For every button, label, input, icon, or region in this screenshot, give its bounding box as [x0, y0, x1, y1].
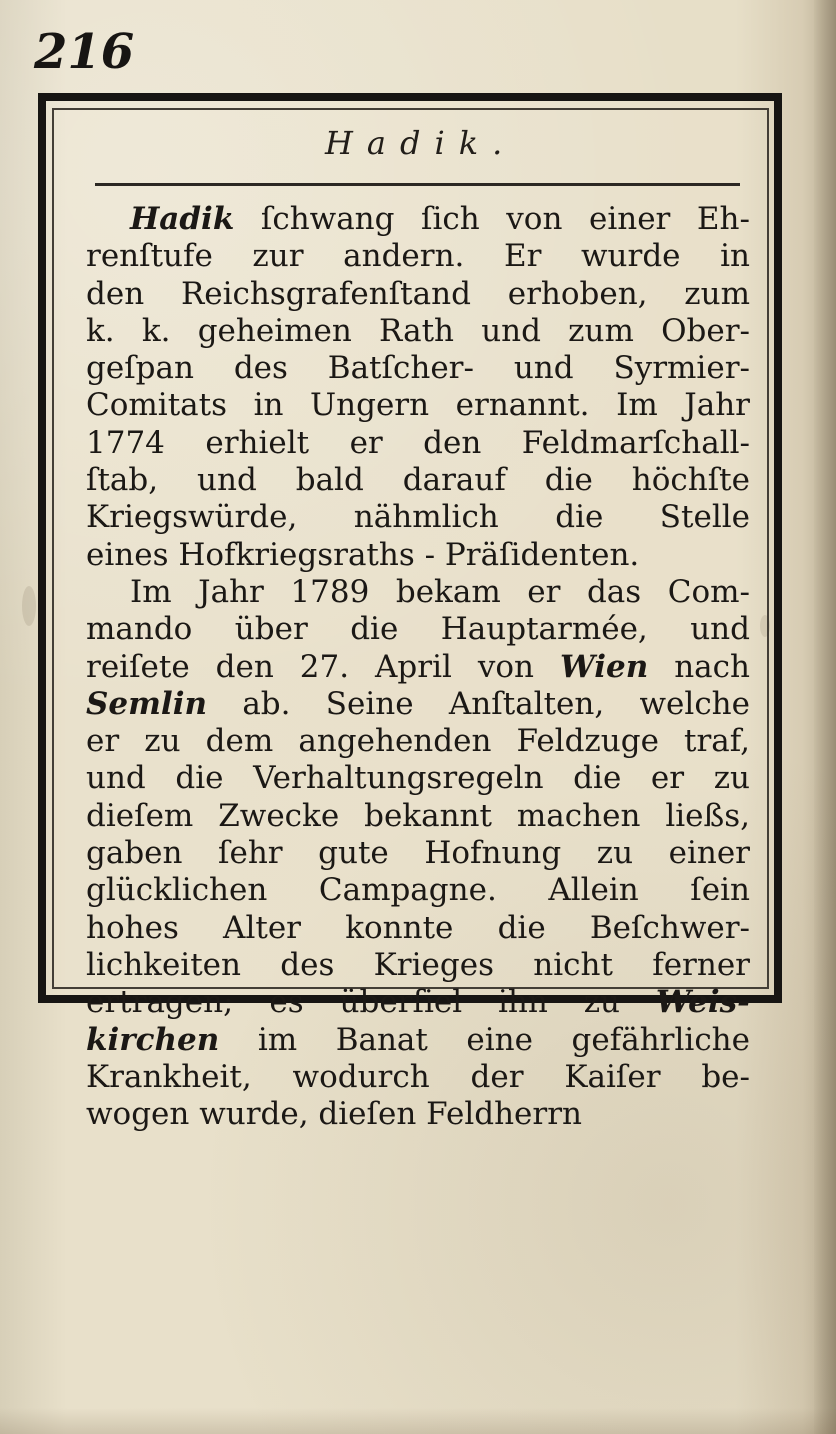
italic-text: kirchen: [86, 1021, 220, 1058]
text-segment: gaben ſehr gute Hofnung zu einer: [86, 835, 750, 872]
italic-text: Weis-: [655, 984, 750, 1021]
text-line: [86, 537, 750, 574]
text-line: [86, 425, 750, 462]
text-line: [86, 1059, 750, 1096]
text-line: [86, 760, 750, 797]
italic-text: Semlin: [86, 685, 208, 722]
italic-text: Wien: [559, 648, 649, 685]
text-line: [86, 611, 750, 648]
text-segment: renſtufe zur andern. Er wurde in: [86, 238, 750, 275]
body-text: [86, 201, 750, 1133]
text-segment: im Banat eine gefährliche: [219, 1021, 750, 1058]
text-segment: ab. Seine Anſtalten, welche: [207, 685, 750, 722]
text-segment: dieſem Zwecke bekannt machen ließs,: [86, 797, 750, 834]
text-segment: nach: [648, 648, 750, 685]
text-line: [86, 835, 750, 872]
text-line: [86, 1022, 750, 1059]
text-segment: und die Verhaltungsregeln die er zu: [86, 760, 750, 797]
text-segment: er zu dem angehenden Feldzuge traf,: [86, 723, 750, 760]
text-line: [86, 910, 750, 947]
text-segment: Krankheit, wodurch der Kaiſer be-: [86, 1058, 750, 1095]
text-segment: 1774 erhielt er den Feldmarſchall-: [86, 424, 750, 461]
text-line: [86, 984, 750, 1021]
text-line: [86, 350, 750, 387]
text-line: [86, 201, 750, 238]
text-segment: den Reichsgrafenſtand erhoben, zum: [86, 275, 750, 312]
text-line: [86, 1096, 750, 1133]
text-segment: hohes Alter konnte die Beſchwer-: [86, 909, 750, 946]
text-segment: ſchwang ſich von einer Eh-: [234, 201, 750, 237]
text-line: [86, 872, 750, 909]
text-line: [86, 499, 750, 536]
page-number: 216: [34, 24, 135, 80]
title-divider: [95, 183, 740, 186]
paper-stain: [22, 586, 36, 626]
text-segment: ertragen; es überſiel ihn zu: [86, 984, 656, 1021]
page-edge-shadow: [814, 0, 836, 1434]
text-segment: Kriegswürde, nähmlich die Stelle: [86, 499, 750, 536]
text-segment: mando über die Hauptarmée, und: [86, 611, 750, 648]
page-bottom-wear: [0, 1408, 836, 1434]
text-segment: ſtab, und bald darauf die höchſte: [86, 462, 750, 499]
italic-text: Hadik: [130, 201, 235, 237]
text-segment: wogen wurde, dieſen Feldherrn: [86, 1096, 582, 1133]
text-line: [86, 313, 750, 350]
text-segment: k. k. geheimen Rath und zum Ober-: [86, 312, 750, 349]
text-line: [86, 649, 750, 686]
text-line: [86, 387, 750, 424]
text-segment: lichkeiten des Krieges nicht ferner: [86, 946, 750, 983]
text-segment: reiſete den 27. April von: [86, 648, 560, 685]
page-title: Hadik.: [325, 124, 517, 162]
text-line: [86, 462, 750, 499]
text-line: [86, 798, 750, 835]
text-line: [86, 238, 750, 275]
text-line: [86, 723, 750, 760]
text-line: [86, 574, 750, 611]
text-segment: Comitats in Ungern ernannt. Im Jahr: [86, 387, 750, 424]
text-line: [86, 947, 750, 984]
text-segment: eines Hofkriegsraths - Präſidenten.: [86, 536, 640, 573]
text-segment: geſpan des Batſcher- und Syrmier-: [86, 350, 750, 387]
text-segment: Im Jahr 1789 bekam er das Com-: [130, 573, 750, 610]
text-segment: glücklichen Campagne. Allein ſein: [86, 872, 750, 909]
text-line: [86, 276, 750, 313]
text-line: [86, 686, 750, 723]
